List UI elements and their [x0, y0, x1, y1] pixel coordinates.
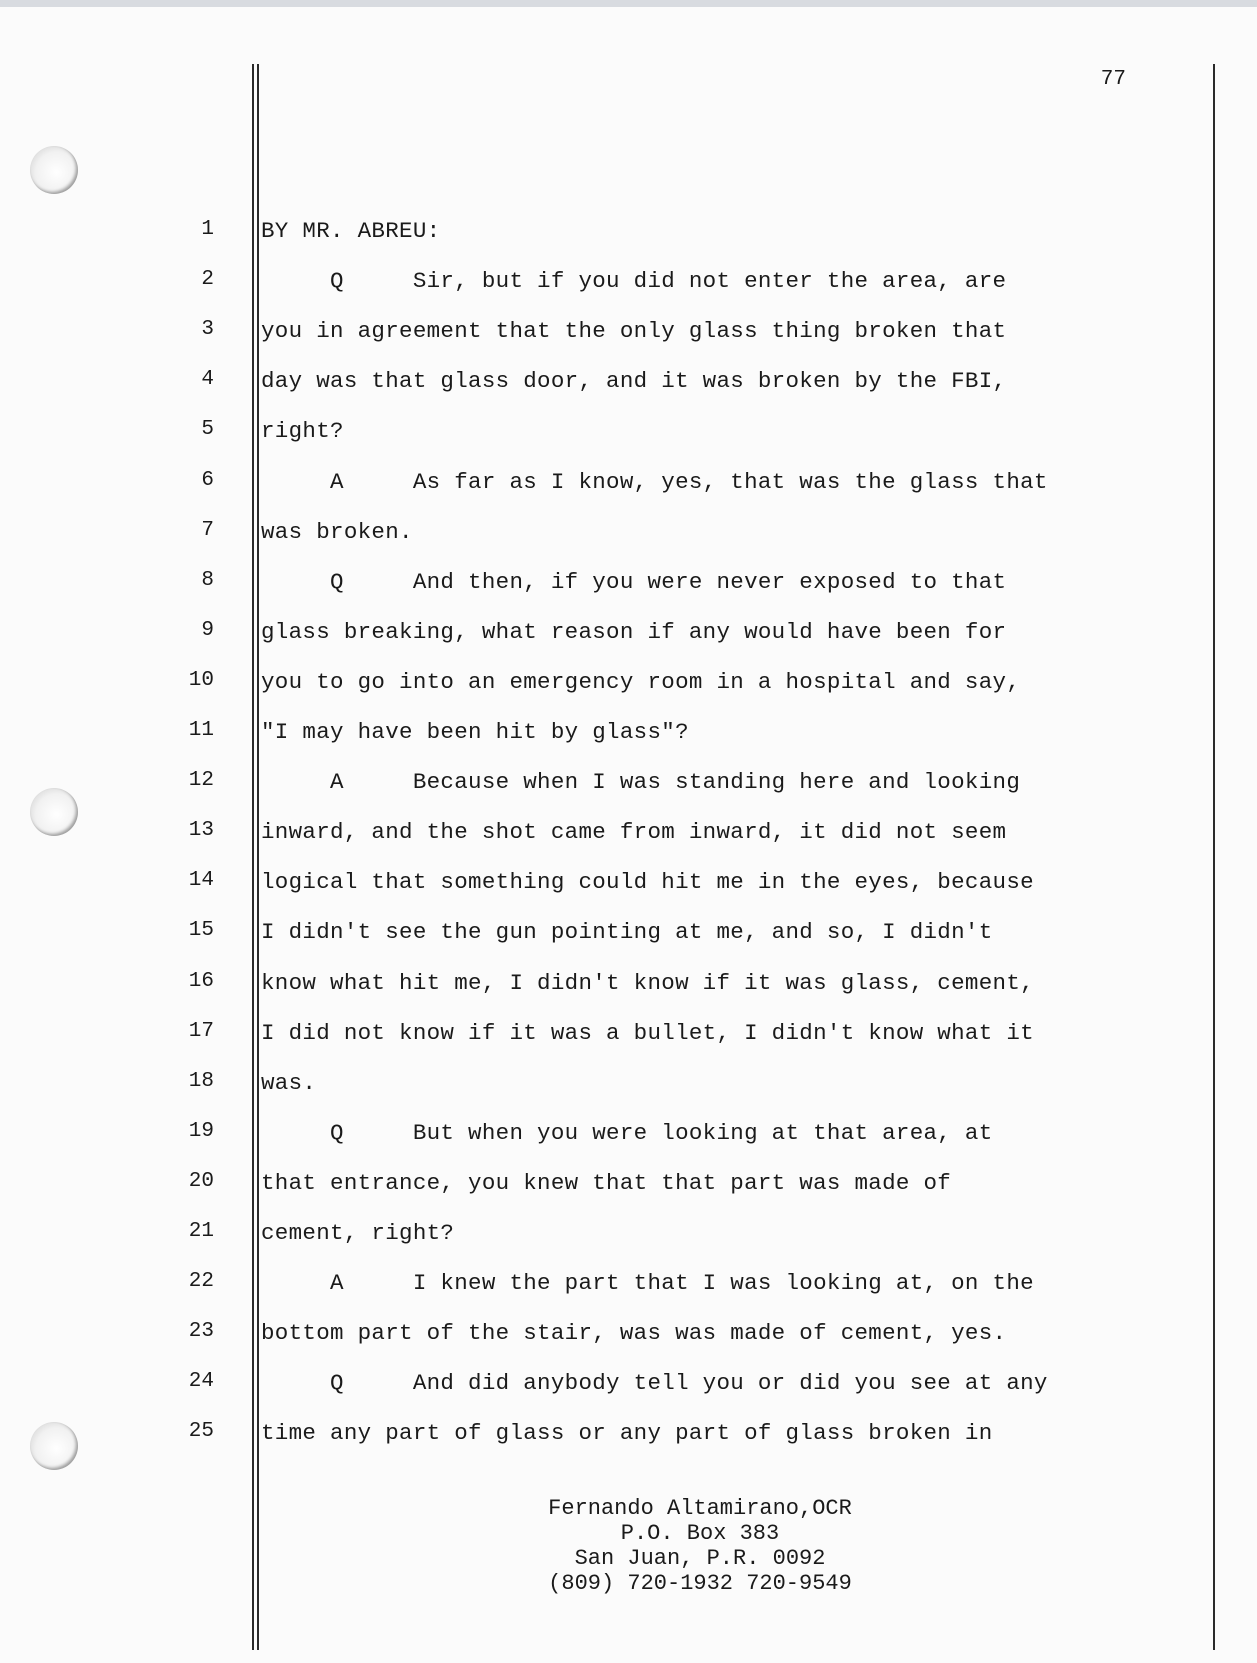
- line-number: 3: [201, 318, 214, 341]
- line-text: right?: [261, 418, 344, 444]
- line-text: Q But when you were looking at that area, at: [261, 1120, 993, 1146]
- line-number: 23: [188, 1320, 214, 1343]
- line-text: "I may have been hit by glass"?: [261, 719, 689, 745]
- line-number: 9: [201, 619, 214, 642]
- line-text: A As far as I know, yes, that was the glass that: [261, 469, 1048, 495]
- line-number: 1: [201, 218, 214, 241]
- line-text: A Because when I was standing here and looking: [261, 769, 1021, 795]
- line-text: I didn't see the gun pointing at me, and so, I didn't: [261, 919, 993, 945]
- line-number: 5: [201, 418, 214, 441]
- transcript-line: [0, 469, 1230, 499]
- line-number: 22: [188, 1270, 214, 1293]
- transcript-line: [0, 368, 1230, 398]
- transcript-line: [0, 1120, 1230, 1150]
- transcript-line: [0, 819, 1230, 849]
- line-number: 14: [188, 869, 214, 892]
- line-text: bottom part of the stair, was was made of cement, yes.: [261, 1320, 1007, 1346]
- line-number: 16: [188, 970, 214, 993]
- transcript-line: [0, 619, 1230, 649]
- line-number: 12: [188, 769, 214, 792]
- left-margin-rule-outer: [252, 64, 254, 1650]
- line-text: logical that something could hit me in the eyes, because: [261, 869, 1034, 895]
- transcript-line: [0, 919, 1230, 949]
- line-number: 21: [188, 1220, 214, 1243]
- line-text: you in agreement that the only glass thing broken that: [261, 318, 1007, 344]
- transcript-line: [0, 1370, 1230, 1400]
- transcript-line: [0, 769, 1230, 799]
- line-number: 25: [188, 1420, 214, 1443]
- line-number: 17: [188, 1020, 214, 1043]
- line-text: was broken.: [261, 519, 413, 545]
- transcript-line: [0, 869, 1230, 899]
- reporter-phone: (809) 720-1932 720-9549: [548, 1571, 852, 1596]
- transcript-line: [0, 1070, 1230, 1100]
- line-number: 24: [188, 1370, 214, 1393]
- line-text: glass breaking, what reason if any would have been for: [261, 619, 1007, 645]
- right-margin-rule: [1213, 64, 1215, 1650]
- line-number: 8: [201, 569, 214, 592]
- transcript-line: [0, 1220, 1230, 1250]
- reporter-po-box: P.O. Box 383: [620, 1521, 780, 1546]
- line-text: day was that glass door, and it was broken by the FBI,: [261, 368, 1007, 394]
- transcript-line: [0, 1020, 1230, 1050]
- reporter-city: San Juan, P.R. 0092: [574, 1546, 826, 1571]
- reporter-name: Fernando Altamirano,OCR: [548, 1496, 852, 1521]
- line-number: 4: [201, 368, 214, 391]
- line-text: time any part of glass or any part of glass broken in: [261, 1420, 993, 1446]
- transcript-line: [0, 318, 1230, 348]
- transcript-line: [0, 218, 1230, 248]
- line-number: 20: [188, 1170, 214, 1193]
- line-text: Q And did anybody tell you or did you see at any: [261, 1370, 1048, 1396]
- page-number: 77: [1100, 68, 1126, 91]
- transcript-line: [0, 1170, 1230, 1200]
- scan-top-edge: [0, 0, 1257, 7]
- line-text: Q Sir, but if you did not enter the area, are: [261, 268, 1007, 294]
- line-number: 2: [201, 268, 214, 291]
- transcript-line: [0, 1270, 1230, 1300]
- binder-hole-top: [30, 146, 78, 194]
- transcript-line: [0, 418, 1230, 448]
- line-number: 19: [188, 1120, 214, 1143]
- transcript-line: [0, 669, 1230, 699]
- transcript-line: [0, 1420, 1230, 1450]
- left-margin-rule-inner: [257, 64, 259, 1650]
- reporter-footer: [450, 1496, 950, 1596]
- line-text: that entrance, you knew that that part was made of: [261, 1170, 952, 1196]
- line-text: cement, right?: [261, 1220, 455, 1246]
- line-text: I did not know if it was a bullet, I didn't know what it: [261, 1020, 1034, 1046]
- line-text: know what hit me, I didn't know if it was glass, cement,: [261, 970, 1034, 996]
- line-number: 18: [188, 1070, 214, 1093]
- transcript-line: [0, 569, 1230, 599]
- transcript-line: [0, 1320, 1230, 1350]
- line-number: 13: [188, 819, 214, 842]
- transcript-line: [0, 970, 1230, 1000]
- line-text: was.: [261, 1070, 317, 1096]
- line-number: 7: [201, 519, 214, 542]
- transcript-line: [0, 519, 1230, 549]
- line-number: 11: [188, 719, 214, 742]
- line-text: you to go into an emergency room in a hospital and say,: [261, 669, 1021, 695]
- line-number: 6: [201, 469, 214, 492]
- line-text: BY MR. ABREU:: [261, 218, 441, 244]
- transcript-line: [0, 719, 1230, 749]
- line-text: inward, and the shot came from inward, it did not seem: [261, 819, 1007, 845]
- transcript-line: [0, 268, 1230, 298]
- line-text: Q And then, if you were never exposed to that: [261, 569, 1007, 595]
- line-text: A I knew the part that I was looking at, on the: [261, 1270, 1034, 1296]
- line-number: 15: [188, 919, 214, 942]
- line-number: 10: [188, 669, 214, 692]
